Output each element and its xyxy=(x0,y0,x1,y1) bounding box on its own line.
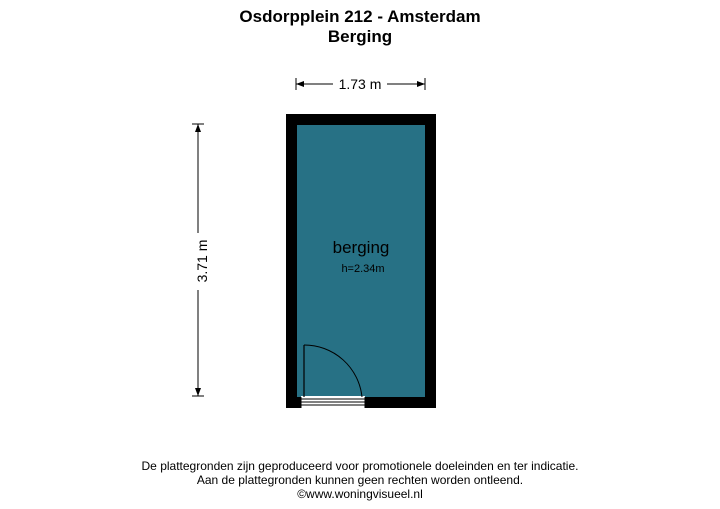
plan-title-floor: Berging xyxy=(327,27,393,46)
width-dimension xyxy=(296,76,425,92)
plan-title-address: Osdorpplein 212 - Amsterdam xyxy=(239,7,481,26)
width-dimension-label: 1.73 m xyxy=(338,76,382,92)
copyright-line: ©www.woningvisueel.nl xyxy=(297,487,423,501)
room-berging xyxy=(297,125,425,397)
room-height-label: h=2.34m xyxy=(341,263,385,275)
length-dimension-label: 3.71 m xyxy=(194,239,210,283)
room-name-label: berging xyxy=(332,238,390,257)
length-dimension xyxy=(192,124,210,396)
disclaimer-line-1: De plattegronden zijn geproduceerd voor promotionele doeleinden en ter indicatie. xyxy=(141,459,579,473)
disclaimer-line-2: Aan de plattegronden kunnen geen rechten worden ontleend. xyxy=(196,473,524,487)
